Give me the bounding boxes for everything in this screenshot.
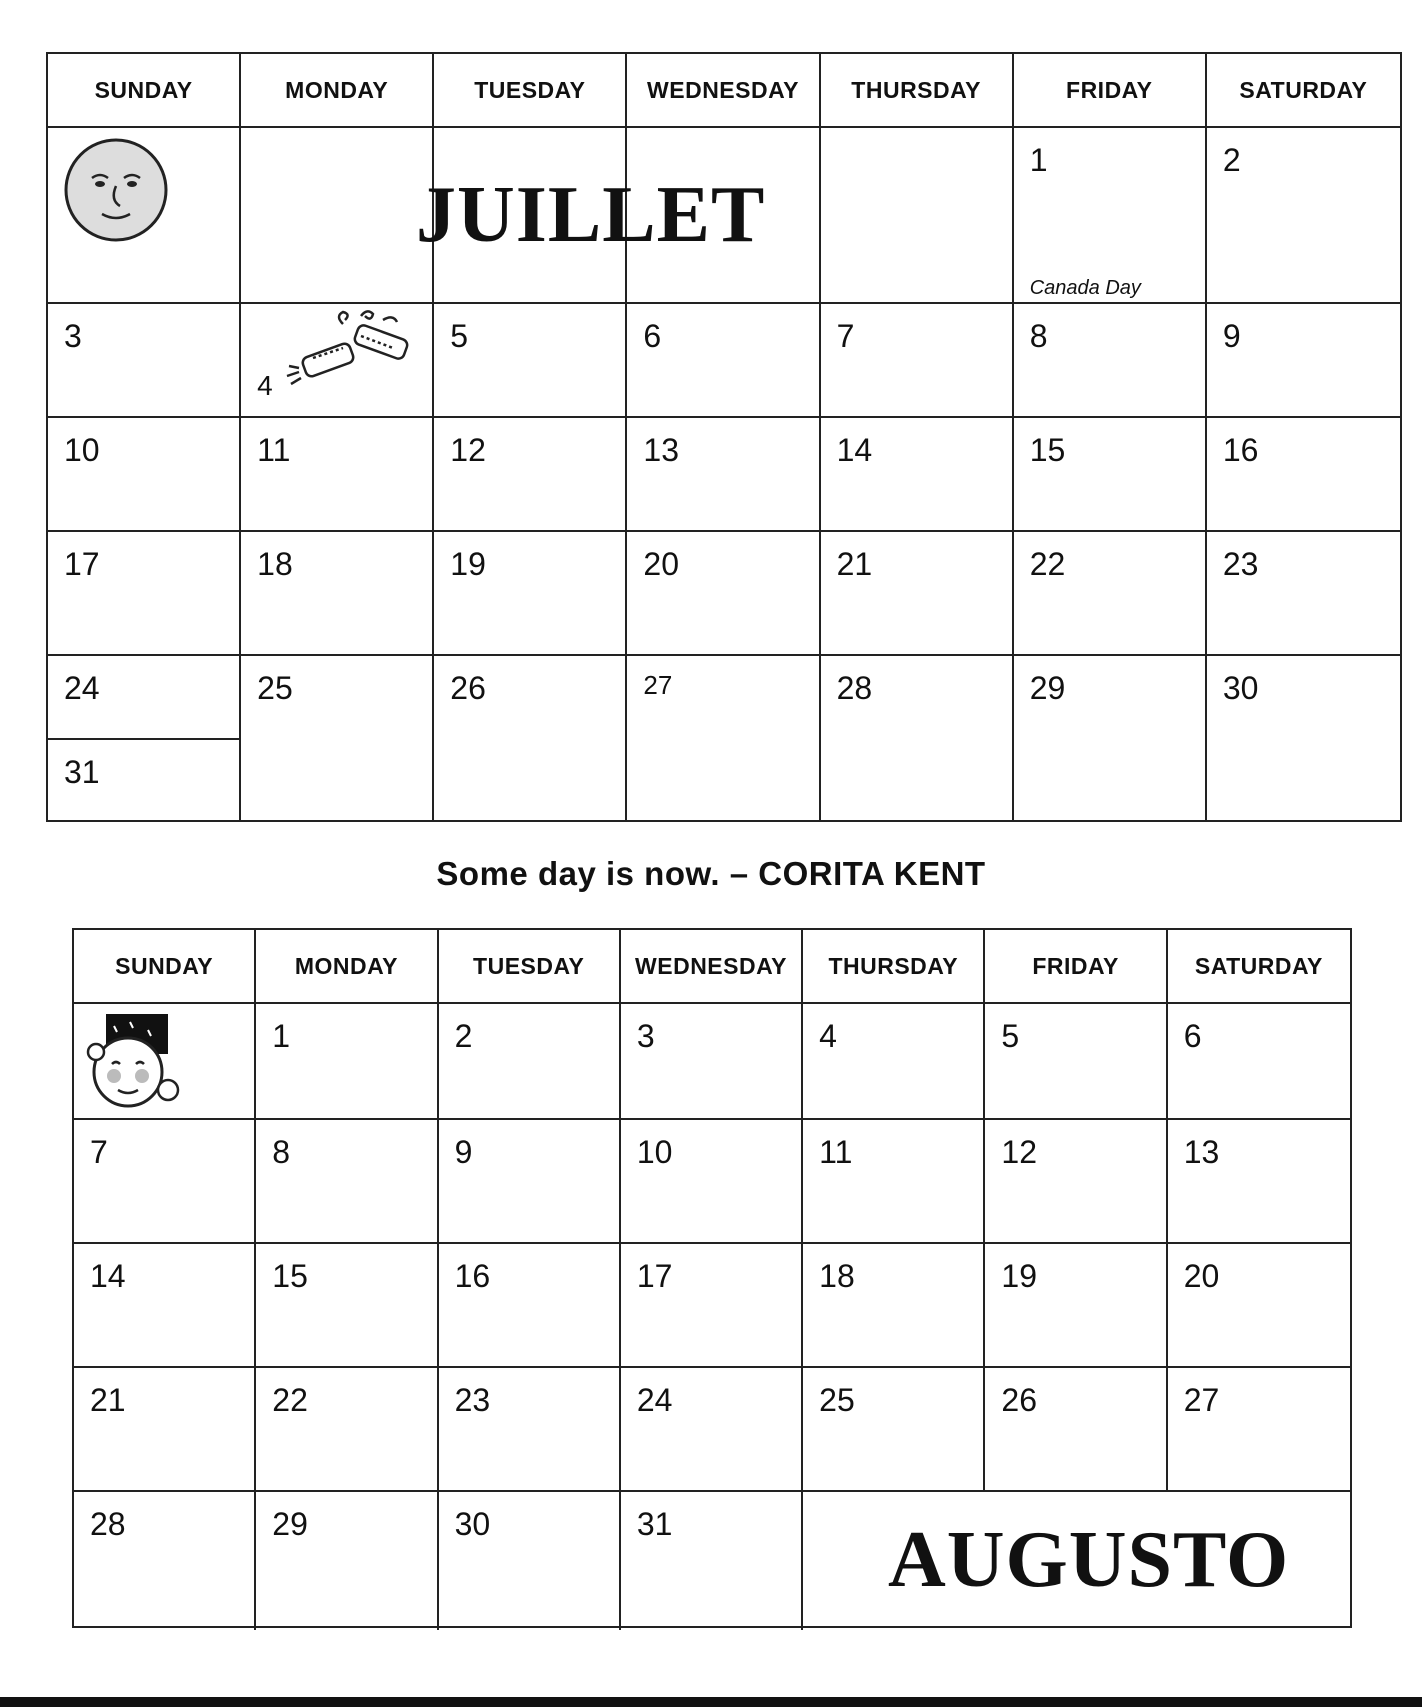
day-number: 15 bbox=[1029, 432, 1066, 468]
quote: Some day is now. – CORITA KENT bbox=[436, 855, 986, 892]
weekday-header: SATURDAY bbox=[1207, 54, 1400, 128]
day-number: 12 bbox=[450, 432, 486, 468]
day-cell bbox=[985, 1368, 1167, 1492]
day-number: 30 bbox=[454, 1506, 491, 1542]
day-cell bbox=[1014, 128, 1207, 304]
day-number: 6 bbox=[1183, 1018, 1202, 1054]
day-number: 7 bbox=[90, 1134, 108, 1170]
weekday-header: FRIDAY bbox=[1014, 54, 1207, 128]
day-number: 21 bbox=[90, 1382, 126, 1418]
day-number: 22 bbox=[272, 1382, 308, 1418]
day-number: 29 bbox=[1029, 670, 1066, 706]
day-cell bbox=[1168, 1368, 1350, 1492]
day-cell bbox=[821, 418, 1014, 532]
day-cell bbox=[256, 1368, 438, 1492]
day-number: 30 bbox=[1222, 670, 1259, 706]
day-cell bbox=[1168, 1244, 1350, 1368]
day-number: 29 bbox=[272, 1506, 308, 1542]
weekday-header: FRIDAY bbox=[985, 930, 1167, 1004]
day-cell bbox=[439, 1120, 621, 1244]
day-number: 28 bbox=[90, 1506, 126, 1542]
day-cell bbox=[256, 1120, 438, 1244]
day-number: 31 bbox=[636, 1506, 673, 1542]
day-cell bbox=[1168, 1120, 1350, 1244]
weekday-header: TUESDAY bbox=[439, 930, 621, 1004]
day-number: 23 bbox=[454, 1382, 491, 1418]
weekday-header: SUNDAY bbox=[74, 930, 256, 1004]
day-number: 8 bbox=[272, 1134, 291, 1170]
day-number: 14 bbox=[836, 432, 873, 468]
august-title: AUGUSTO bbox=[888, 1516, 1290, 1604]
day-cell bbox=[1207, 304, 1400, 418]
weekday-header: TUESDAY bbox=[434, 54, 627, 128]
day-cell bbox=[985, 1244, 1167, 1368]
day-number: 21 bbox=[836, 546, 873, 582]
day-cell bbox=[803, 1368, 985, 1492]
day-cell bbox=[48, 656, 241, 740]
day-cell bbox=[48, 304, 241, 418]
day-number: 18 bbox=[257, 546, 293, 582]
day-number: 25 bbox=[819, 1382, 855, 1418]
day-number: 28 bbox=[836, 670, 873, 706]
day-number: 10 bbox=[64, 432, 100, 468]
day-number: 23 bbox=[1222, 546, 1259, 582]
day-cell bbox=[1207, 418, 1400, 532]
day-number: 26 bbox=[450, 670, 486, 706]
day-number: 24 bbox=[64, 670, 100, 706]
day-number: 5 bbox=[450, 318, 469, 354]
day-number: 17 bbox=[64, 546, 100, 582]
month-title-cell bbox=[241, 128, 434, 304]
holiday-note: Canada Day bbox=[1029, 277, 1141, 299]
day-number: 10 bbox=[636, 1134, 673, 1170]
corner-art-cell bbox=[48, 128, 241, 304]
day-number: 14 bbox=[90, 1258, 126, 1294]
day-cell bbox=[1207, 656, 1400, 822]
day-number: 6 bbox=[643, 318, 662, 354]
day-number: 18 bbox=[819, 1258, 855, 1294]
day-cell bbox=[439, 1244, 621, 1368]
day-number: 19 bbox=[450, 546, 486, 582]
day-cell bbox=[439, 1368, 621, 1492]
day-cell bbox=[627, 418, 820, 532]
day-number: 16 bbox=[1222, 432, 1259, 468]
weekday-header: MONDAY bbox=[241, 54, 434, 128]
day-number: 9 bbox=[1222, 318, 1241, 354]
moon-face-icon bbox=[84, 1012, 184, 1112]
day-number: 12 bbox=[1001, 1134, 1038, 1170]
day-number: 2 bbox=[454, 1018, 473, 1054]
day-number: 1 bbox=[272, 1018, 291, 1054]
day-cell bbox=[803, 1120, 985, 1244]
day-number: 27 bbox=[1183, 1382, 1220, 1418]
weekday-header: THURSDAY bbox=[821, 54, 1014, 128]
day-number: 8 bbox=[1029, 318, 1048, 354]
july-title: JUILLET bbox=[416, 171, 766, 259]
day-number: 20 bbox=[643, 546, 680, 582]
day-cell bbox=[48, 740, 241, 822]
day-number: 19 bbox=[1001, 1258, 1038, 1294]
day-number: 15 bbox=[272, 1258, 308, 1294]
day-cell bbox=[439, 1004, 621, 1120]
day-cell bbox=[621, 1004, 803, 1120]
day-number: 17 bbox=[636, 1258, 673, 1294]
weekday-header: WEDNESDAY bbox=[621, 930, 803, 1004]
day-number: 2 bbox=[1222, 142, 1241, 178]
weekday-header: THURSDAY bbox=[803, 930, 985, 1004]
day-cell bbox=[439, 1492, 621, 1630]
day-cell bbox=[821, 656, 1014, 822]
day-cell bbox=[241, 418, 434, 532]
day-cell bbox=[434, 304, 627, 418]
day-cell bbox=[627, 656, 820, 822]
day-cell bbox=[256, 1004, 438, 1120]
day-cell bbox=[241, 656, 434, 822]
day-cell bbox=[1014, 418, 1207, 532]
day-cell bbox=[621, 1244, 803, 1368]
day-number: 11 bbox=[257, 432, 291, 468]
weekday-header: WEDNESDAY bbox=[627, 54, 820, 128]
day-cell bbox=[627, 304, 820, 418]
day-number: 27 bbox=[643, 670, 673, 700]
day-number: 22 bbox=[1029, 546, 1066, 582]
day-cell bbox=[621, 1492, 803, 1630]
scan-edge bbox=[0, 1697, 1422, 1707]
weekday-header: SATURDAY bbox=[1168, 930, 1350, 1004]
day-cell bbox=[434, 656, 627, 822]
day-cell bbox=[434, 532, 627, 656]
day-cell bbox=[621, 1368, 803, 1492]
firecracker-icon bbox=[283, 310, 423, 390]
day-cell bbox=[48, 418, 241, 532]
day-cell bbox=[1168, 1004, 1350, 1120]
day-cell bbox=[241, 532, 434, 656]
day-number: 4 bbox=[257, 370, 273, 401]
day-cell bbox=[48, 532, 241, 656]
weekday-header: MONDAY bbox=[256, 930, 438, 1004]
day-number: 13 bbox=[643, 432, 680, 468]
day-number: 9 bbox=[454, 1134, 473, 1170]
day-cell bbox=[256, 1244, 438, 1368]
day-cell bbox=[821, 304, 1014, 418]
day-cell bbox=[621, 1120, 803, 1244]
day-number: 3 bbox=[64, 318, 82, 354]
day-cell bbox=[1207, 532, 1400, 656]
july-calendar bbox=[46, 52, 1402, 822]
day-cell bbox=[821, 532, 1014, 656]
day-number: 25 bbox=[257, 670, 293, 706]
day-cell bbox=[1014, 656, 1207, 822]
day-number: 4 bbox=[819, 1018, 837, 1054]
day-cell bbox=[434, 418, 627, 532]
day-number: 7 bbox=[836, 318, 855, 354]
day-cell bbox=[241, 304, 434, 418]
day-number: 16 bbox=[454, 1258, 491, 1294]
day-cell bbox=[256, 1492, 438, 1630]
corner-art-cell bbox=[74, 1004, 256, 1120]
day-cell bbox=[74, 1368, 256, 1492]
day-number: 1 bbox=[1029, 142, 1048, 178]
day-cell bbox=[803, 1004, 985, 1120]
weekday-header: SUNDAY bbox=[48, 54, 241, 128]
day-number: 26 bbox=[1001, 1382, 1038, 1418]
sun-face-icon bbox=[62, 136, 170, 244]
day-cell bbox=[1207, 128, 1400, 304]
empty-day-cell bbox=[821, 128, 1014, 304]
day-cell bbox=[1014, 532, 1207, 656]
day-number: 11 bbox=[819, 1134, 853, 1170]
day-cell bbox=[74, 1120, 256, 1244]
day-cell bbox=[74, 1244, 256, 1368]
day-cell bbox=[803, 1244, 985, 1368]
day-cell bbox=[985, 1120, 1167, 1244]
day-cell bbox=[985, 1004, 1167, 1120]
day-number: 31 bbox=[64, 754, 100, 790]
day-cell bbox=[627, 532, 820, 656]
day-number: 24 bbox=[636, 1382, 673, 1418]
day-number: 13 bbox=[1183, 1134, 1220, 1170]
day-number: 20 bbox=[1183, 1258, 1220, 1294]
day-cell bbox=[1014, 304, 1207, 418]
day-number: 5 bbox=[1001, 1018, 1020, 1054]
day-number: 3 bbox=[636, 1018, 655, 1054]
day-cell bbox=[74, 1492, 256, 1630]
